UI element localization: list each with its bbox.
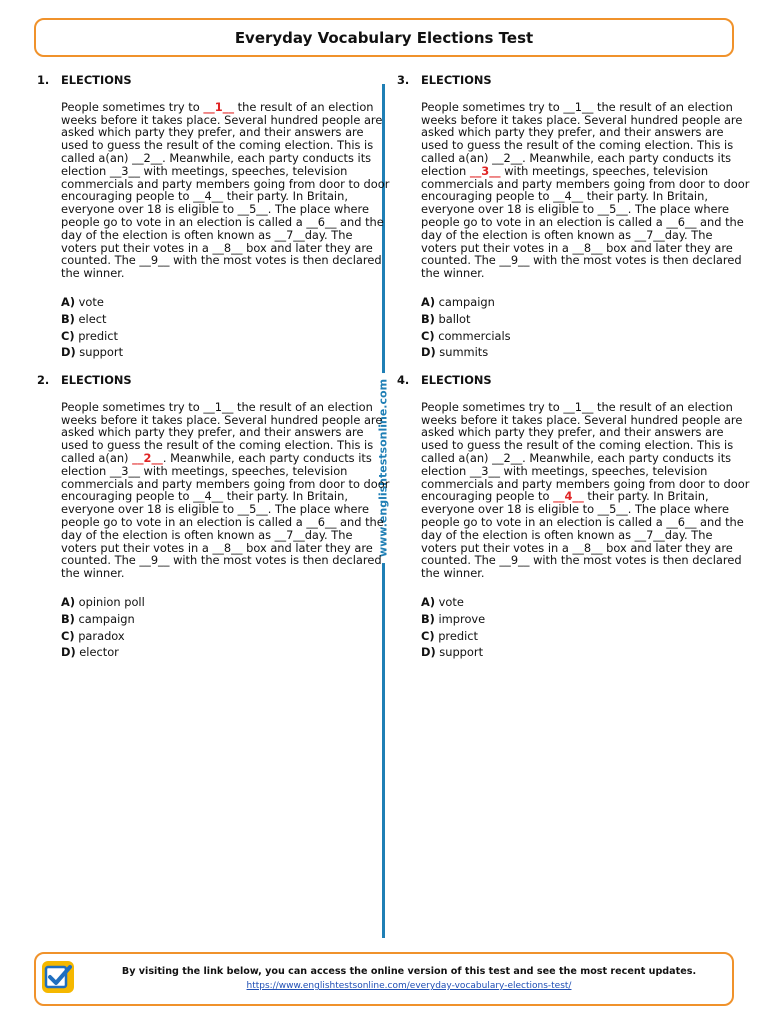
blank-5: __5__ bbox=[237, 202, 268, 217]
blank-1: __1__ bbox=[203, 399, 234, 414]
blank-9: __9__ bbox=[139, 553, 170, 568]
option-c[interactable]: C) commercials bbox=[421, 328, 511, 343]
blank-8: __8__ bbox=[212, 540, 243, 555]
option-b[interactable]: B) improve bbox=[421, 611, 486, 626]
footer-text: By visiting the link below, you can access the online version of this test and see the most recent updates. bbox=[121, 966, 697, 977]
question-header bbox=[37, 73, 391, 87]
blank-2: __2__ bbox=[492, 150, 523, 165]
question-header bbox=[397, 73, 751, 87]
question-passage: People sometimes try to __1__ the result of an election weeks before it takes place. Several hundred people are asked which party they prefer, and their answers are used to guess the result of the coming election. This is called a(an) __2__. Meanwhile, each party conducts its election __3__ with meetings, speeches, television commercials and party members going from door to door encouraging people to __4__ their party. In Britain, everyone over 18 is eligible to __5__. The place where people go to vote in an election is called a __6__ and the day of the election is often known as __7__day. The voters put their votes in a __8__ box and later they are counted. The __9__ with the most votes is then declared the winner. bbox=[421, 99, 750, 281]
blank-9: __9__ bbox=[139, 253, 170, 268]
blank-2: __2__ bbox=[132, 150, 163, 165]
blank-4: __4__ bbox=[193, 489, 224, 504]
option-d[interactable]: D) support bbox=[421, 645, 484, 660]
question-1 bbox=[37, 73, 391, 361]
question-number: 4. bbox=[397, 373, 410, 387]
question-heading: ELECTIONS bbox=[421, 73, 492, 87]
option-a[interactable]: A) vote bbox=[61, 294, 104, 309]
question-number: 2. bbox=[37, 373, 50, 387]
option-c[interactable]: C) predict bbox=[61, 328, 118, 343]
option-c[interactable]: C) predict bbox=[421, 628, 478, 643]
blank-7: __7__ bbox=[274, 527, 305, 542]
question-number: 3. bbox=[397, 73, 410, 87]
option-d[interactable]: D) support bbox=[61, 345, 124, 360]
question-heading: ELECTIONS bbox=[421, 373, 492, 387]
blank-6: __6__ bbox=[306, 514, 337, 529]
option-a[interactable]: A) opinion poll bbox=[61, 594, 145, 609]
question-number: 1. bbox=[37, 73, 50, 87]
blank-3: __3__ bbox=[109, 463, 140, 478]
option-b[interactable]: B) elect bbox=[61, 311, 107, 326]
blank-7: __7__ bbox=[274, 227, 305, 242]
question-2 bbox=[37, 373, 391, 661]
question-3 bbox=[397, 73, 751, 361]
blank-7: __7__ bbox=[634, 227, 665, 242]
blank-5: __5__ bbox=[597, 202, 628, 217]
answer-options bbox=[421, 294, 751, 361]
question-passage: People sometimes try to __1__ the result of an election weeks before it takes place. Several hundred people are asked which party they prefer, and their answers are used to guess the result of the coming election. This is called a(an) __2__. Meanwhile, each party conducts its election __3__ with meetings, speeches, television commercials and party members going from door to door encouraging people to __4__ their party. In Britain, everyone over 18 is eligible to __5__. The place where people go to vote in an election is called a __6__ and the day of the election is often known as __7__day. The voters put their votes in a __8__ box and later they are counted. The __9__ with the most votes is then declared the winner. bbox=[61, 399, 390, 581]
option-b[interactable]: B) ballot bbox=[421, 311, 471, 326]
blank-8: __8__ bbox=[572, 240, 603, 255]
answer-options bbox=[61, 294, 391, 361]
option-b[interactable]: B) campaign bbox=[61, 611, 135, 626]
blank-5: __5__ bbox=[237, 502, 268, 517]
question-header bbox=[37, 373, 391, 387]
blank-6: __6__ bbox=[306, 214, 337, 229]
question-header bbox=[397, 373, 751, 387]
question-heading: ELECTIONS bbox=[61, 73, 132, 87]
blank-4: __4__ bbox=[193, 189, 224, 204]
blank-1: __1__ bbox=[563, 399, 594, 414]
blank-8: __8__ bbox=[572, 540, 603, 555]
blank-9: __9__ bbox=[499, 553, 530, 568]
blank-9: __9__ bbox=[499, 253, 530, 268]
blank-5: __5__ bbox=[597, 502, 628, 517]
question-passage: People sometimes try to __1__ the result of an election weeks before it takes place. Several hundred people are asked which party they prefer, and their answers are used to guess the result of the coming election. This is called a(an) __2__. Meanwhile, each party conducts its election __3__ with meetings, speeches, television commercials and party members going from door to door encouraging people to __4__ their party. In Britain, everyone over 18 is eligible to __5__. The place where people go to vote in an election is called a __6__ and the day of the election is often known as __7__day. The voters put their votes in a __8__ box and later they are counted. The __9__ with the most votes is then declared the winner. bbox=[61, 99, 390, 281]
page-title: Everyday Vocabulary Elections Test bbox=[34, 18, 734, 57]
option-c[interactable]: C) paradox bbox=[61, 628, 125, 643]
blank-3: __3__ bbox=[469, 463, 500, 478]
question-passage: People sometimes try to __1__ the result of an election weeks before it takes place. Several hundred people are asked which party they prefer, and their answers are used to guess the result of the coming election. This is called a(an) __2__. Meanwhile, each party conducts its election __3__ with meetings, speeches, television commercials and party members going from door to door encouraging people to __4__ their party. In Britain, everyone over 18 is eligible to __5__. The place where people go to vote in an election is called a __6__ and the day of the election is often known as __7__day. The voters put their votes in a __8__ box and later they are counted. The __9__ with the most votes is then declared the winner. bbox=[421, 399, 750, 581]
answer-options bbox=[421, 594, 751, 661]
blank-6: __6__ bbox=[666, 214, 697, 229]
footer bbox=[34, 952, 734, 1006]
blank-7: __7__ bbox=[634, 527, 665, 542]
option-a[interactable]: A) campaign bbox=[421, 294, 495, 309]
blank-4: __4__ bbox=[553, 189, 584, 204]
blank-3: __3__ bbox=[469, 163, 501, 178]
blank-2: __2__ bbox=[492, 450, 523, 465]
option-a[interactable]: A) vote bbox=[421, 594, 464, 609]
checkbox-icon bbox=[42, 961, 74, 993]
blank-8: __8__ bbox=[212, 240, 243, 255]
blank-1: __1__ bbox=[563, 99, 594, 114]
site-watermark: www.englishtestsonline.com bbox=[377, 373, 390, 563]
option-d[interactable]: D) summits bbox=[421, 345, 489, 360]
answer-options bbox=[61, 594, 391, 661]
option-d[interactable]: D) elector bbox=[61, 645, 119, 660]
blank-6: __6__ bbox=[666, 514, 697, 529]
blank-3: __3__ bbox=[109, 163, 140, 178]
blank-2: __2__ bbox=[132, 450, 163, 465]
question-heading: ELECTIONS bbox=[61, 373, 132, 387]
online-test-link[interactable]: https://www.englishtestsonline.com/everyday-vocabulary-elections-test/ bbox=[246, 981, 572, 991]
blank-4: __4__ bbox=[553, 489, 584, 504]
blank-1: __1__ bbox=[203, 99, 235, 114]
question-4 bbox=[397, 373, 751, 661]
